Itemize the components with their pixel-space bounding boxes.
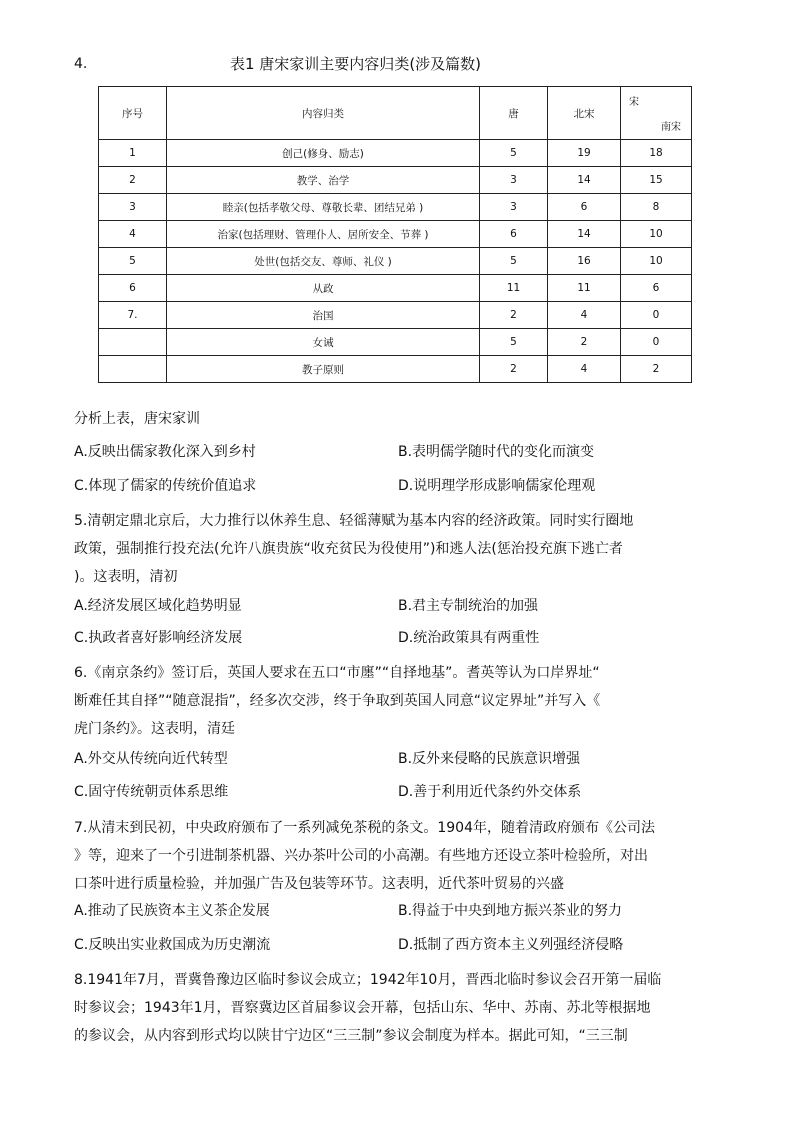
cell-south-song: 2 (621, 356, 692, 383)
q5-line-1: 5.清朝定鼎北京后，大力推行以休养生息、轻徭薄赋为基本内容的经济政策。同时实行圈地 (74, 513, 634, 529)
cell-category: 创己(修身、励志) (167, 140, 480, 167)
q8-line-3: 的参议会，从内容到形式均以陕甘宁边区“三三制”参议会制度为样本。据此可知，“三三制 (74, 1028, 628, 1044)
cell-north-song: 14 (548, 221, 621, 248)
cell-category: 从政 (167, 275, 480, 302)
table-title: 表1 唐宋家训主要内容归类(涉及篇数) (230, 55, 482, 73)
q7-line-1: 7.从清末到民初，中央政府颁布了一系列减免茶税的条文。1904年，随着清政府颁布《公司法 (74, 820, 655, 836)
cell-category: 治国 (167, 302, 480, 329)
q6-option-c[interactable]: C.固守传统朝贡体系思维 (74, 784, 229, 800)
table-row (99, 302, 692, 329)
q4-option-c[interactable]: C.体现了儒家的传统价值追求 (74, 478, 257, 494)
header-south-song (621, 87, 692, 140)
question-number-4: 4. (74, 56, 88, 72)
cell-category: 女诫 (167, 329, 480, 356)
table-row (99, 167, 692, 194)
cell-tang: 5 (480, 140, 548, 167)
q4-stem: 分析上表，唐宋家训 (74, 411, 200, 427)
cell-south-song: 18 (621, 140, 692, 167)
cell-index: 7. (99, 302, 167, 329)
cell-north-song: 6 (548, 194, 621, 221)
cell-category: 睦亲(包括孝敬父母、尊敬长辈、团结兄弟 ) (167, 194, 480, 221)
q7-line-2: 》等，迎来了一个引进制茶机器、兴办茶叶公司的小高潮。有些地方还设立茶叶检验所，对出 (74, 848, 648, 864)
cell-index: 1 (99, 140, 167, 167)
cell-south-song: 10 (621, 221, 692, 248)
q6-option-b[interactable]: B.反外来侵略的民族意识增强 (398, 751, 581, 767)
cell-south-song: 8 (621, 194, 692, 221)
q8-line-2: 时参议会；1943年1月，晋察冀边区首届参议会开幕，包括山东、华中、苏南、苏北等根据地 (74, 1000, 651, 1016)
cell-north-song: 14 (548, 167, 621, 194)
q7-line-3: 口茶叶进行质量检验，并加强广告及包装等环节。这表明，近代茶叶贸易的兴盛 (74, 876, 564, 892)
cell-south-song: 15 (621, 167, 692, 194)
header-song-label: 宋 (629, 97, 639, 108)
cell-category: 处世(包括交友、尊师、礼仪 ) (167, 248, 480, 275)
header-north-song: 北宋 (548, 87, 621, 140)
table-row (99, 140, 692, 167)
cell-south-song: 6 (621, 275, 692, 302)
cell-index: 5 (99, 248, 167, 275)
cell-tang: 6 (480, 221, 548, 248)
cell-north-song: 2 (548, 329, 621, 356)
q6-option-a[interactable]: A.外交从传统向近代转型 (74, 751, 228, 767)
table-row (99, 194, 692, 221)
cell-index (99, 329, 167, 356)
q4-option-a[interactable]: A.反映出儒家教化深入到乡村 (74, 444, 256, 460)
table-row (99, 356, 692, 383)
q7-option-b[interactable]: B.得益于中央到地方振兴茶业的努力 (398, 903, 623, 919)
family-instruction-table (98, 86, 692, 383)
cell-category: 教学、治学 (167, 167, 480, 194)
header-category: 内容归类 (167, 87, 480, 140)
cell-north-song: 4 (548, 356, 621, 383)
q5-option-a[interactable]: A.经济发展区域化趋势明显 (74, 598, 242, 614)
cell-tang: 2 (480, 302, 548, 329)
q7-option-c[interactable]: C.反映出实业救国成为历史潮流 (74, 937, 271, 953)
cell-index: 4 (99, 221, 167, 248)
cell-north-song: 4 (548, 302, 621, 329)
header-index: 序号 (99, 87, 167, 140)
cell-tang: 11 (480, 275, 548, 302)
cell-north-song: 16 (548, 248, 621, 275)
cell-north-song: 11 (548, 275, 621, 302)
q4-option-d[interactable]: D.说明理学形成影响儒家伦理观 (398, 478, 596, 494)
q8-line-1: 8.1941年7月，晋冀鲁豫边区临时参议会成立；1942年10月，晋西北临时参议会召开第一届临 (74, 972, 662, 988)
q7-option-a[interactable]: A.推动了民族资本主义茶企发展 (74, 903, 270, 919)
q6-line-3: 虎门条约》。这表明，清廷 (74, 721, 235, 737)
header-tang: 唐 (480, 87, 548, 140)
q5-option-d[interactable]: D.统治政策具有两重性 (398, 630, 540, 646)
table-row (99, 221, 692, 248)
q5-option-c[interactable]: C.执政者喜好影响经济发展 (74, 630, 243, 646)
q6-line-1: 6.《南京条约》签订后，英国人要求在五口“市廛”“自择地基”。耆英等认为口岸界址“ (74, 665, 600, 681)
cell-index: 3 (99, 194, 167, 221)
cell-south-song: 0 (621, 329, 692, 356)
q5-line-2: 政策，强制推行投充法(允许八旗贵族“收充贫民为役使用”)和逃人法(惩治投充旗下逃亡者 (74, 541, 623, 557)
cell-index (99, 356, 167, 383)
cell-category: 治家(包括理财、管理仆人、居所安全、节葬 ) (167, 221, 480, 248)
cell-tang: 3 (480, 194, 548, 221)
cell-index: 6 (99, 275, 167, 302)
cell-tang: 5 (480, 329, 548, 356)
cell-tang: 5 (480, 248, 548, 275)
header-south-song-label: 南宋 (661, 122, 681, 133)
cell-north-song: 19 (548, 140, 621, 167)
q7-option-d[interactable]: D.抵制了西方资本主义列强经济侵略 (398, 937, 624, 953)
cell-category: 教子原则 (167, 356, 480, 383)
cell-tang: 3 (480, 167, 548, 194)
cell-south-song: 10 (621, 248, 692, 275)
table-row (99, 248, 692, 275)
table-row (99, 275, 692, 302)
table-header-row (99, 87, 692, 140)
q4-option-b[interactable]: B.表明儒学随时代的变化而演变 (398, 444, 595, 460)
cell-south-song: 0 (621, 302, 692, 329)
q6-option-d[interactable]: D.善于利用近代条约外交体系 (398, 784, 582, 800)
q5-line-3: )。这表明，清初 (74, 569, 178, 585)
table-row (99, 329, 692, 356)
q5-option-b[interactable]: B.君主专制统治的加强 (398, 598, 539, 614)
q6-line-2: 断难任其自择”“随意混指”，经多次交涉，终于争取到英国人同意“议定界址”并写入《 (74, 693, 601, 709)
cell-index: 2 (99, 167, 167, 194)
cell-tang: 2 (480, 356, 548, 383)
